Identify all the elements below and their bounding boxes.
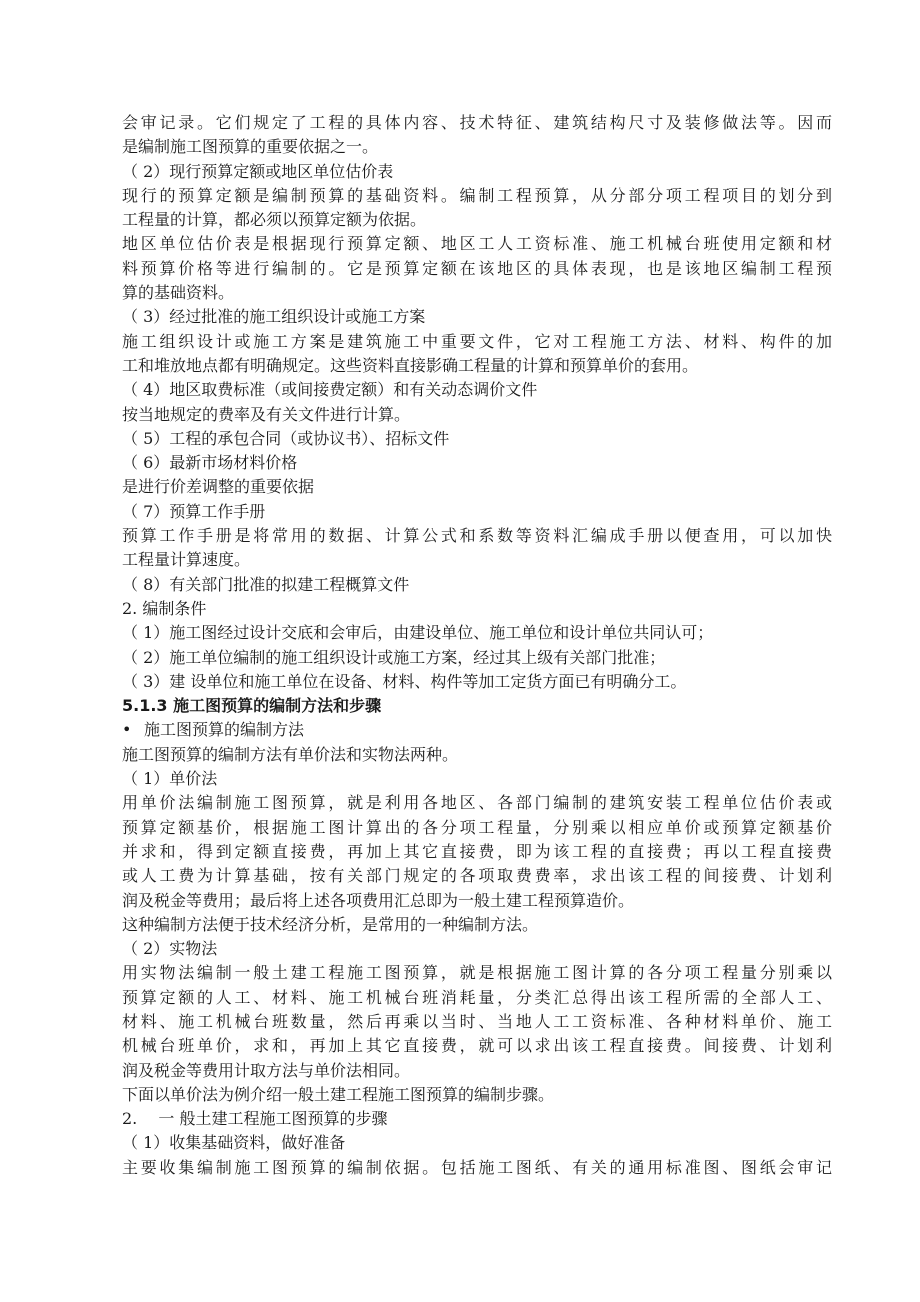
text-line-content: 施工组织设计或施工方案是建筑施工中重要文件，它对工程施工方法、材料、构件的加	[122, 331, 832, 351]
text-line-content: 预算工作手册是将常用的数据、计算公式和系数等资料汇编成手册以便查用，可以加快	[122, 526, 832, 546]
text-line	[122, 378, 832, 402]
text-line	[122, 548, 832, 572]
text-line	[122, 330, 832, 354]
text-line	[122, 840, 832, 864]
text-line	[122, 524, 832, 548]
text-line-content: 现行的预算定额是编制预算的基础资料。编制工程预算，从分部分项工程项目的划分到	[122, 185, 832, 205]
text-line-content: 材料、施工机械台班数量，然后再乘以当时、当地人工工资标准、各种材料单价、施工	[122, 1011, 832, 1031]
text-line-content: 用实物法编制一般土建工程施工图预算，就是根据施工图计算的各分项工程量分别乘以	[122, 963, 832, 983]
text-line-content: 施工图预算的编制方法	[144, 720, 305, 740]
text-line	[122, 184, 832, 208]
text-line-content: 施工图预算的编制方法有单价法和实物法两种。	[122, 744, 459, 764]
text-line-content: （ 2）施工单位编制的施工组织设计或施工方案，经过其上级有关部门批准；	[122, 647, 666, 667]
text-line-content: 料预算价格等进行编制的。它是预算定额在该地区的具体表现，也是该地区编制工程预	[122, 258, 832, 278]
text-line	[122, 646, 832, 670]
text-line	[122, 791, 832, 815]
text-line-content: 主要收集编制施工图预算的编制依据。包括施工图纸、有关的通用标准图、图纸会审记	[122, 1157, 832, 1177]
text-line-content: （ 1）单价法	[122, 769, 218, 789]
text-line	[122, 597, 832, 621]
text-line	[122, 257, 832, 281]
text-line-content: （ 5）工程的承包合同（或协议书）、招标文件	[122, 428, 450, 448]
text-line	[122, 354, 832, 378]
text-line	[122, 670, 832, 694]
bullet-marker: •	[122, 720, 132, 740]
text-line	[122, 281, 832, 305]
text-line	[122, 232, 832, 256]
text-line-content: 地区单位估价表是根据现行预算定额、地区工人工资标准、施工机械台班使用定额和材	[122, 234, 832, 254]
text-line	[122, 937, 832, 961]
text-line	[122, 1131, 832, 1155]
text-line-content: 2. 编制条件	[122, 598, 207, 618]
text-line	[122, 986, 832, 1010]
text-line-content: 下面以单价法为例介绍一般土建工程施工图预算的编制步骤。	[122, 1084, 555, 1104]
text-line	[122, 160, 832, 184]
text-line	[122, 451, 832, 475]
text-line-content: （ 3）经过批准的施工组织设计或施工方案	[122, 307, 426, 327]
document-body	[122, 111, 832, 1180]
text-line	[122, 1083, 832, 1107]
text-line-content: （ 2）实物法	[122, 939, 218, 959]
text-line-content: 并求和，得到定额直接费，再加上其它直接费，即为该工程的直接费；再以工程直接费	[122, 841, 832, 861]
text-line-content: （ 2）现行预算定额或地区单位估价表	[122, 161, 394, 181]
text-line	[122, 621, 832, 645]
text-line-content: 工程量计算速度。	[122, 550, 251, 570]
text-line	[122, 913, 832, 937]
text-line-content: （ 3）建 设单位和施工单位在设备、材料、构件等加工定货方面已有明确分工。	[122, 671, 687, 691]
text-line-content: 工和堆放地点都有明确规定。这些资料直接影确工程量的计算和预算单价的套用。	[122, 355, 699, 375]
text-line	[122, 305, 832, 329]
text-line	[122, 816, 832, 840]
text-line-content: 会审记录。它们规定了工程的具体内容、技术特征、建筑结构尺寸及装修做法等。因而	[122, 113, 832, 132]
text-line	[122, 111, 832, 135]
text-line-content: 预算定额的人工、材料、施工机械台班消耗量，分类汇总得出该工程所需的全部人工、	[122, 987, 832, 1007]
text-line	[122, 1156, 832, 1180]
text-line-content: （ 4）地区取费标准（或间接费定额）和有关动态调价文件	[122, 380, 538, 400]
text-line	[122, 208, 832, 232]
text-line-content: （ 6）最新市场材料价格	[122, 453, 298, 473]
text-line	[122, 500, 832, 524]
text-line	[122, 135, 832, 159]
text-line-content: 或人工费为计算基础，按有关部门规定的各项取费费率，求出该工程的间接费、计划利	[122, 866, 832, 886]
text-line-content: （ 1）施工图经过设计交底和会审后，由建设单位、施工单位和设计单位共同认可；	[122, 623, 714, 643]
text-line-content: 这种编制方法便于技术经济分析，是常用的一种编制方法。	[122, 914, 539, 934]
text-line	[122, 864, 832, 888]
text-line-content: 2. 一 般土建工程施工图预算的步骤	[122, 1109, 388, 1129]
text-line-content: 按当地规定的费率及有关文件进行计算。	[122, 404, 411, 424]
text-line-content: 工程量的计算，都必须以预算定额为依据。	[122, 210, 427, 230]
text-line-content: 算的基础资料。	[122, 283, 235, 303]
text-line-content: 5.1.3 施工图预算的编制方法和步骤	[122, 696, 382, 716]
text-line	[122, 1034, 832, 1058]
text-line	[122, 767, 832, 791]
text-line	[122, 573, 832, 597]
text-line-content: 润及税金等费用计取方法与单价法相同。	[122, 1060, 411, 1080]
text-line	[122, 961, 832, 985]
section-heading	[122, 694, 832, 718]
text-line-content: 用单价法编制施工图预算，就是利用各地区、各部门编制的建筑安装工程单位估价表或	[122, 793, 832, 813]
text-line-content: 是编制施工图预算的重要依据之一。	[122, 137, 379, 157]
text-line-content: （ 7）预算工作手册	[122, 501, 266, 521]
text-line	[122, 1059, 832, 1083]
text-line	[122, 1010, 832, 1034]
text-line-content: （ 8）有关部门批准的拟建工程概算文件	[122, 574, 410, 594]
text-line	[122, 403, 832, 427]
text-line	[122, 427, 832, 451]
text-line-content: 预算定额基价，根据施工图计算出的各分项工程量，分别乘以相应单价或预算定额基价	[122, 817, 832, 837]
text-line-content: 是进行价差调整的重要依据	[122, 477, 315, 497]
text-line-content: 润及税金等费用；最后将上述各项费用汇总即为一般土建工程预算造价。	[122, 890, 635, 910]
text-line	[122, 889, 832, 913]
text-line	[122, 718, 832, 742]
text-line	[122, 475, 832, 499]
text-line-content: （ 1）收集基础资料，做好准备	[122, 1133, 346, 1153]
text-line-content: 机械台班单价，求和，再加上其它直接费，就可以求出该工程直接费。间接费、计划利	[122, 1036, 832, 1056]
text-line	[122, 1107, 832, 1131]
text-line	[122, 743, 832, 767]
